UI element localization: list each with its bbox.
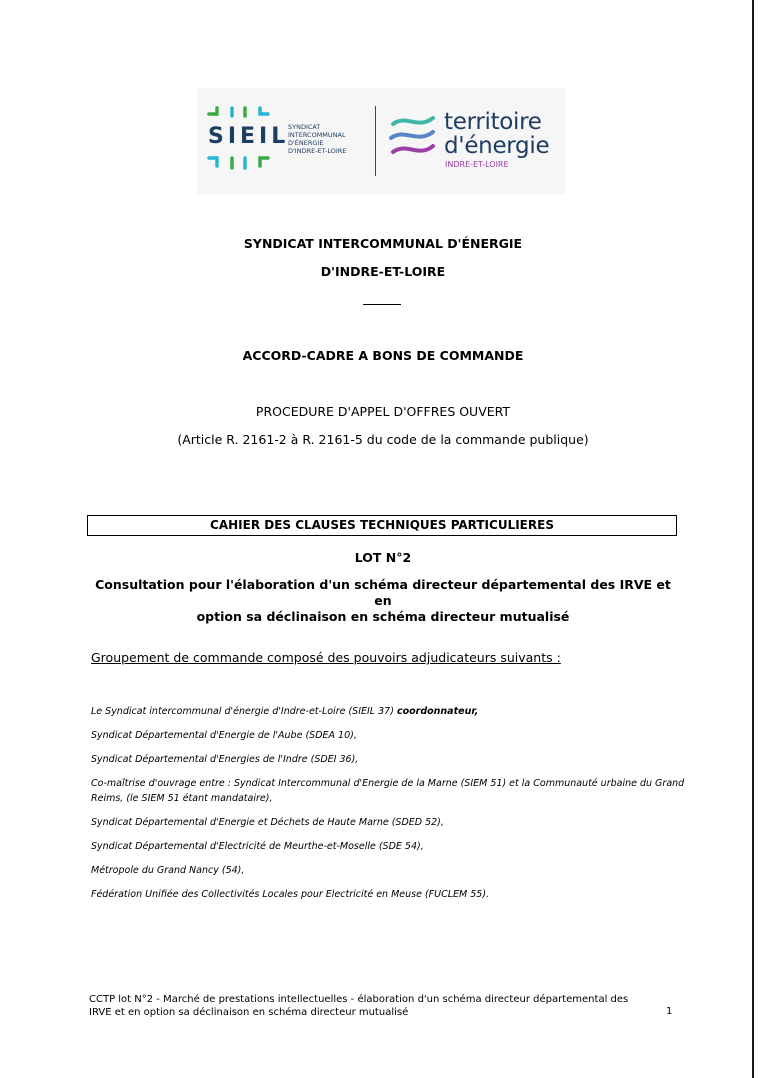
procedure-title: PROCEDURE D'APPEL D'OFFRES OUVERT (255, 404, 511, 419)
logo-region: INDRE-ET-LOIRE (445, 160, 509, 169)
list-item: Syndicat Départemental d'Energies de l'Indre (SDEI 36), (91, 754, 359, 765)
lot-number: LOT N°2 (354, 550, 412, 565)
list-item: Co-maîtrise d'ouvrage entre : Syndicat Intercommunal d'Energie de la Marne (SIEM 51) et la Communauté urbaine du Grand (91, 778, 685, 789)
list-item: Syndicat Départemental d'Energie de l'Aube (SDEA 10), (91, 730, 357, 741)
list-item: Syndicat Départemental d'Electricité de Meurthe-et-Moselle (SDE 54), (91, 841, 424, 852)
member-coordinator-role: coordonnateur, (396, 706, 479, 717)
sieil-subtitle: SYNDICAT INTERCOMMUNAL D'ÉNERGIE D'INDRE-ET-LOIRE (288, 123, 347, 155)
sieil-wordmark: SIEIL (208, 124, 290, 149)
list-item: Reims, (le SIEM 51 étant mandataire), (91, 793, 273, 804)
list-item: Syndicat Départemental d'Energie et Déchets de Haute Marne (SDED 52), (91, 817, 444, 828)
territoire-line: territoire (444, 109, 542, 135)
page-edge (752, 0, 754, 1078)
consultation-line2: option sa déclinaison en schéma directeur mutualisé (196, 609, 570, 624)
member-coordinator-name: Le Syndicat intercommunal d'énergie d'Indre-et-Loire (SIEIL 37) (91, 706, 394, 717)
cctp-title-box: CAHIER DES CLAUSES TECHNIQUES PARTICULIERES (87, 515, 677, 536)
footer-line1: CCTP lot N°2 - Marché de prestations intellectuelles - élaboration d'un schéma directeur départemental des (89, 994, 629, 1005)
article-reference: (Article R. 2161-2 à R. 2161-5 du code de la commande publique) (177, 432, 589, 447)
title-separator (363, 304, 401, 305)
energie-line: d'énergie (444, 133, 550, 159)
page-number: 1 (666, 1006, 673, 1017)
org-title-line2: D'INDRE-ET-LOIRE (320, 264, 446, 279)
group-title: Groupement de commande composé des pouvoirs adjudicateurs suivants : (91, 650, 561, 665)
org-title-line1: SYNDICAT INTERCOMMUNAL D'ÉNERGIE (243, 236, 523, 251)
footer-line2: IRVE et en option sa déclinaison en schéma directeur mutualisé (89, 1007, 409, 1018)
territoire-energie-logo-icon (387, 112, 439, 162)
accord-cadre-title: ACCORD-CADRE A BONS DE COMMANDE (242, 348, 524, 363)
consultation-title (88, 577, 678, 625)
list-item: Fédération Unifiée des Collectivités Locales pour Electricité en Meuse (FUCLEM 55). (91, 889, 490, 900)
member-coordinator (91, 704, 691, 719)
list-item: Métropole du Grand Nancy (54), (91, 865, 245, 876)
page-footer (89, 993, 669, 1019)
territoire-wordmark (444, 110, 549, 158)
consultation-line1: Consultation pour l'élaboration d'un schéma directeur départemental des IRVE et en (95, 577, 671, 608)
logo-divider (375, 106, 376, 176)
